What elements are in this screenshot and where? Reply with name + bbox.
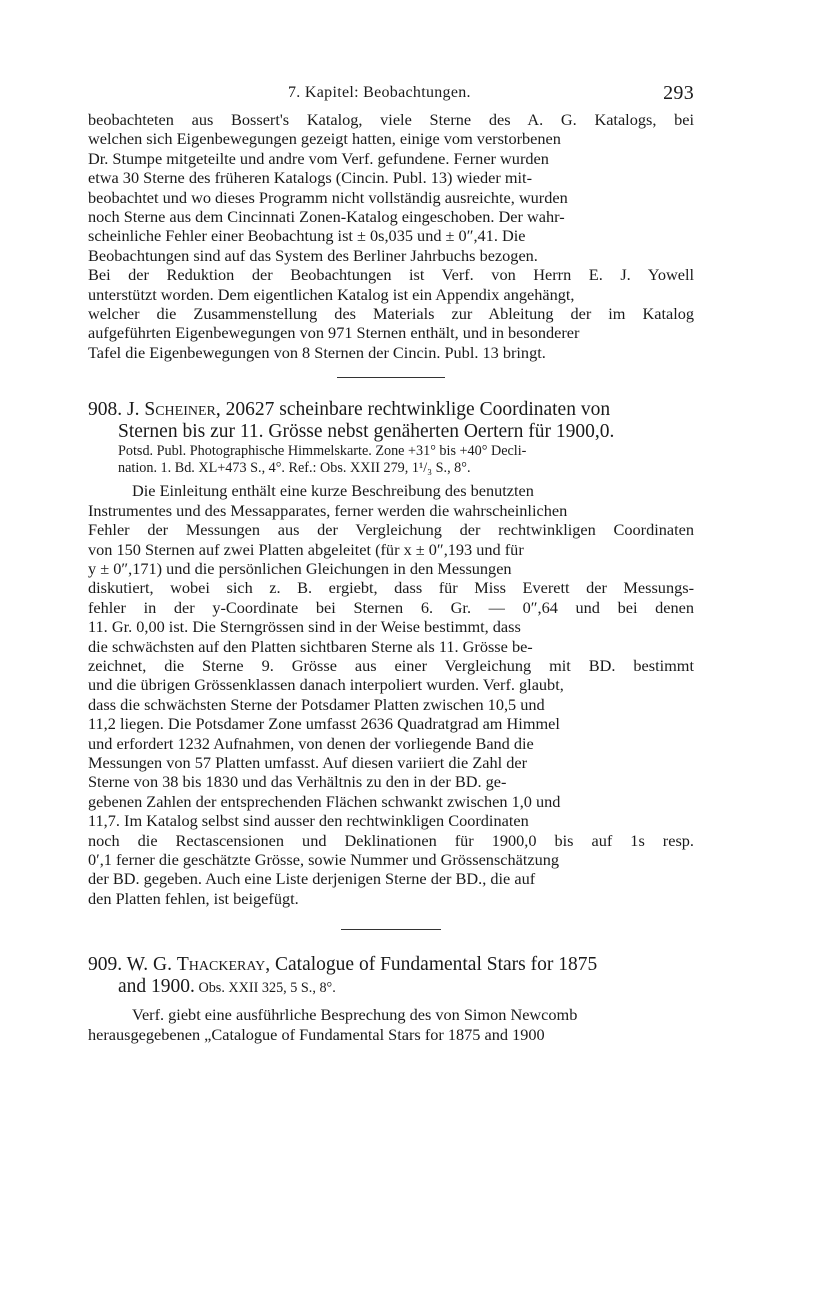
intro-paragraph-line: welchen sich Eigenbewegungen gezeigt hatten, einige vom verstorbenen: [88, 129, 561, 149]
entry-909-author: Thackeray: [176, 954, 266, 976]
entry-908-body-line: dass die schwächsten Sterne der Potsdamer Platten zwischen 10,5 und: [88, 694, 545, 714]
intro-paragraph-line: unterstützt worden. Dem eigentlichen Katalog ist ein Appendix angehängt,: [88, 284, 575, 304]
section-divider: [341, 929, 441, 930]
entry-909-title-line1: , Catalogue of Fundamental Stars for 1875: [265, 954, 598, 976]
entry-908-body-line: 11,7. Im Katalog selbst sind ausser den rechtwinkligen Coordinaten: [88, 811, 529, 831]
intro-paragraph-line: etwa 30 Sterne des früheren Katalogs (Cincin. Publ. 13) wieder mit-: [88, 168, 532, 188]
entry-909-body-line: herausgegebenen „Catalogue of Fundamental Stars for 1875 and 1900: [88, 1024, 545, 1044]
intro-paragraph: [88, 110, 694, 362]
entry-909-body: [88, 1005, 694, 1044]
entry-908-body-line: den Platten fehlen, ist beigefügt.: [88, 888, 299, 908]
entry-909-body-line: Verf. giebt eine ausführliche Besprechung des von Simon Newcomb: [132, 1005, 578, 1025]
entry-908-title-line2: Sternen bis zur 11. Grösse nebst genäherten Oertern für 1900,0.: [118, 421, 615, 443]
book-page: [88, 84, 694, 1044]
intro-paragraph-line: scheinliche Fehler einer Beobachtung ist ± 0s,035 und ± 0″,41. Die: [88, 226, 526, 246]
running-header: [88, 84, 694, 110]
entry-908-body-line: 11. Gr. 0,00 ist. Die Sterngrössen sind in der Weise bestimmt, dass: [88, 617, 521, 637]
page-number: 293: [663, 82, 694, 104]
entry-908-body-line: gebenen Zahlen der entsprechenden Flächen schwankt zwischen 1,0 und: [88, 791, 561, 811]
entry-908-body-line: die schwächsten auf den Platten sichtbaren Sterne als 11. Grösse be-: [88, 636, 533, 656]
entry-908-body-line: und die übrigen Grössenklassen danach interpoliert wurden. Verf. glaubt,: [88, 675, 564, 695]
entry-908-body-line: Messungen von 57 Platten umfasst. Auf diesen variiert die Zahl der: [88, 752, 528, 772]
entry-909-number-author: 909. W. G.: [88, 954, 177, 976]
entry-908-body-line: zeichnet, die Sterne 9. Grösse aus einer Vergleichung mit BD. bestimmt: [88, 655, 694, 675]
intro-paragraph-line: noch Sterne aus dem Cincinnati Zonen-Katalog eingeschoben. Der wahr-: [88, 207, 565, 227]
entry-908-body-line: fehler in der y-Coordinate bei Sternen 6. Gr. — 0″,64 und bei denen: [88, 597, 694, 617]
entry-908-body-line: 0′,1 ferner die geschätzte Grösse, sowie Nummer und Grössenschätzung: [88, 850, 560, 869]
entry-908-body-line: y ± 0″,171) und die persönlichen Gleichungen in den Messungen: [88, 558, 512, 578]
entry-909-reference: Obs. XXII 325, 5 S., 8°.: [194, 980, 336, 997]
entry-908-body-line: und erfordert 1232 Aufnahmen, von denen der vorliegende Band die: [88, 733, 534, 753]
entry-908: [88, 399, 694, 908]
entry-908-number-author: 908. J.: [88, 399, 145, 421]
entry-908-ref-line2: nation. 1. Bd. XL+473 S., 4°. Ref.: Obs. XXII 279, 1¹/₃ S., 8°.: [118, 460, 471, 477]
entry-908-title-line1: , 20627 scheinbare rechtwinklige Coordinaten von: [215, 399, 611, 421]
intro-paragraph-line: welcher die Zusammenstellung des Materials zur Ableitung der im Katalog: [88, 304, 694, 324]
entry-908-body-line: Sterne von 38 bis 1830 und das Verhältnis zu den in der BD. ge-: [88, 772, 507, 792]
entry-908-body-line: Instrumentes und des Messapparates, ferner werden die wahrscheinlichen: [88, 500, 568, 520]
entry-908-reference: [88, 443, 694, 477]
entry-908-body-line: Fehler der Messungen aus der Vergleichung der rechtwinkligen Coordinaten: [88, 520, 694, 540]
entry-908-body-line: noch die Rectascensionen und Deklinationen für 1900,0 bis auf 1s resp.: [88, 830, 694, 850]
intro-paragraph-line: beobachtet und wo dieses Programm nicht vollständig ausreichte, wurden: [88, 187, 568, 207]
entry-908-body-line: diskutiert, wobei sich z. B. ergiebt, dass für Miss Everett der Messungs-: [88, 578, 694, 598]
entry-908-ref-line1: Potsd. Publ. Photographische Himmelskarte. Zone +31° bis +40° Decli-: [118, 443, 527, 460]
intro-paragraph-line: aufgeführten Eigenbewegungen von 971 Sternen enthält, und in besonderer: [88, 323, 580, 343]
chapter-title: 7. Kapitel: Beobachtungen.: [288, 84, 471, 101]
entry-908-body: [88, 481, 694, 908]
intro-paragraph-line: Bei der Reduktion der Beobachtungen ist Verf. von Herrn E. J. Yowell: [88, 265, 694, 285]
entry-908-author: Scheiner: [144, 399, 216, 421]
entry-908-body-line: von 150 Sternen auf zwei Platten abgeleitet (für x ± 0″,193 und für: [88, 539, 524, 559]
entry-908-heading: [88, 399, 694, 443]
entry-908-body-line: 11,2 liegen. Die Potsdamer Zone umfasst 2636 Quadratgrad am Himmel: [88, 714, 560, 734]
entry-908-body-line: der BD. gegeben. Auch eine Liste derjenigen Sterne der BD., die auf: [88, 869, 536, 889]
entry-908-body-line: Die Einleitung enthält eine kurze Beschreibung des benutzten: [132, 481, 534, 501]
intro-paragraph-line: Beobachtungen sind auf das System des Berliner Jahrbuchs bezogen.: [88, 245, 538, 265]
intro-paragraph-line: beobachteten aus Bossert's Katalog, viele Sterne des A. G. Katalogs, bei: [88, 110, 694, 129]
entry-909-title-line2: and 1900.: [118, 976, 195, 998]
section-divider: [337, 377, 445, 378]
intro-paragraph-line: Dr. Stumpe mitgeteilte und andre vom Verf. gefundene. Ferner wurden: [88, 148, 549, 168]
entry-909: [88, 954, 694, 1044]
entry-909-heading: [88, 954, 694, 999]
intro-paragraph-line: Tafel die Eigenbewegungen von 8 Sternen der Cincin. Publ. 13 bringt.: [88, 342, 546, 362]
